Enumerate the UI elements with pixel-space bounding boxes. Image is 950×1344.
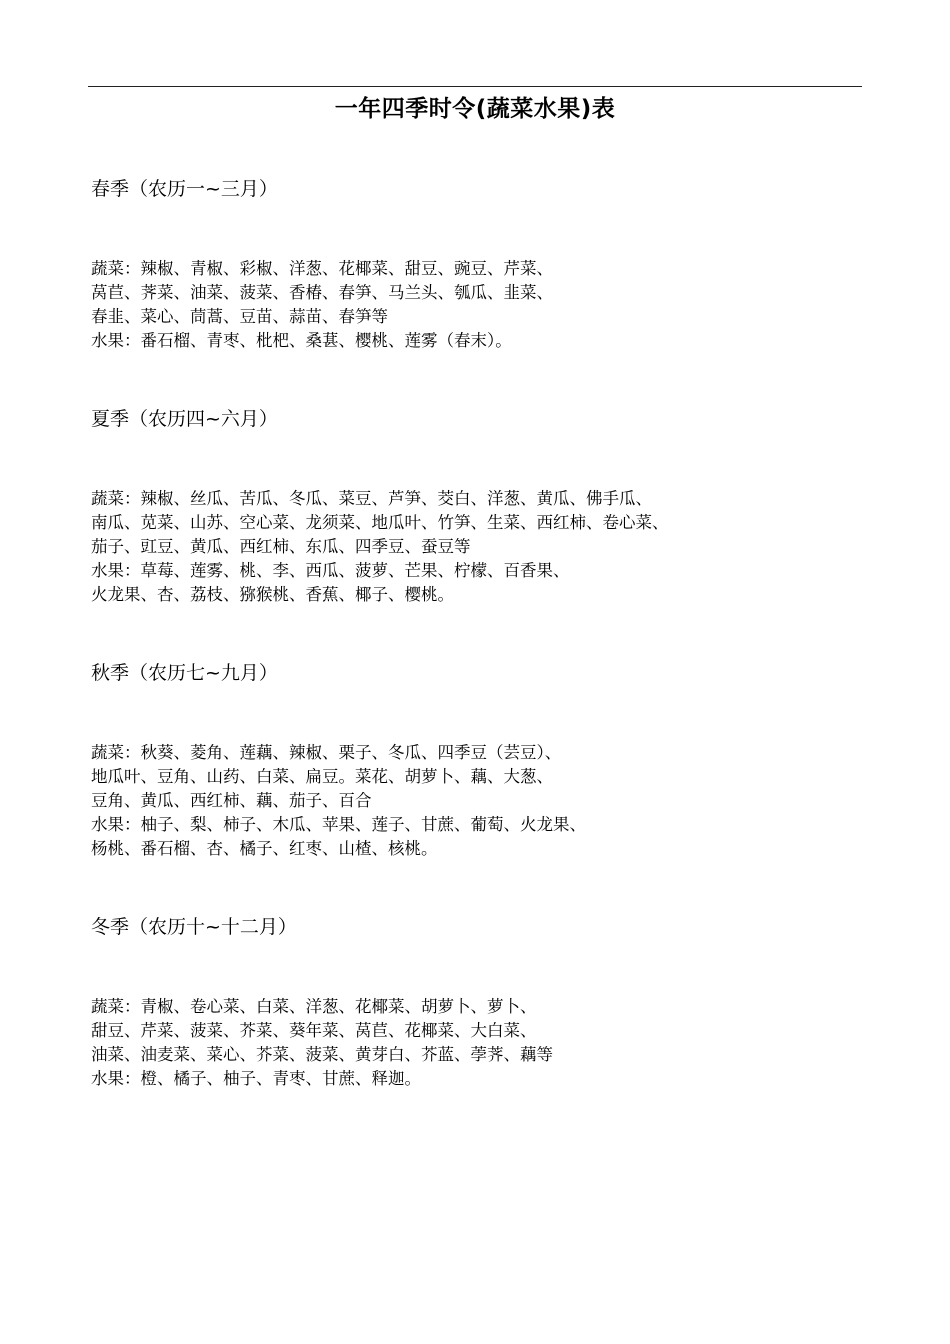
section-heading: 秋季（农历七~九月） xyxy=(91,662,278,684)
section-heading: 夏季（农历四~六月） xyxy=(91,408,278,430)
section-winter xyxy=(91,915,871,1091)
text-line: 水果：橙、橘子、柚子、青枣、甘蔗、释迦。 xyxy=(91,1069,421,1088)
text-line: 莴苣、荠菜、油菜、菠菜、香椿、春笋、马兰头、瓠瓜、韭菜、 xyxy=(91,283,553,302)
text-line: 春韭、菜心、茼蒿、豆苗、蒜苗、春笋等 xyxy=(91,307,388,326)
section-summer xyxy=(91,407,871,607)
text-line: 蔬菜：辣椒、青椒、彩椒、洋葱、花椰菜、甜豆、豌豆、芹菜、 xyxy=(91,259,553,278)
text-line: 茄子、豇豆、黄瓜、西红柿、东瓜、四季豆、蚕豆等 xyxy=(91,537,471,556)
section-content xyxy=(91,257,871,353)
text-line: 蔬菜：辣椒、丝瓜、苦瓜、冬瓜、菜豆、芦笋、茭白、洋葱、黄瓜、佛手瓜、 xyxy=(91,489,652,508)
document-title: 一年四季时令(蔬菜水果)表 xyxy=(334,96,616,122)
section-spring xyxy=(91,177,871,353)
text-line: 甜豆、芹菜、菠菜、芥菜、葵年菜、莴苣、花椰菜、大白菜、 xyxy=(91,1021,537,1040)
text-line: 地瓜叶、豆角、山药、白菜、扁豆。菜花、胡萝卜、藕、大葱、 xyxy=(91,767,553,786)
top-rule xyxy=(88,86,862,87)
section-content xyxy=(91,995,871,1091)
section-heading: 冬季（农历十~十二月） xyxy=(91,916,297,938)
section-autumn xyxy=(91,661,871,861)
text-line: 蔬菜：秋葵、菱角、莲藕、辣椒、栗子、冬瓜、四季豆（芸豆）、 xyxy=(91,743,562,762)
text-line: 火龙果、杏、荔枝、猕猴桃、香蕉、椰子、樱桃。 xyxy=(91,585,454,604)
text-line: 杨桃、番石榴、杏、橘子、红枣、山楂、核桃。 xyxy=(91,839,438,858)
text-line: 水果：草莓、莲雾、桃、李、西瓜、菠萝、芒果、柠檬、百香果、 xyxy=(91,561,570,580)
section-content xyxy=(91,741,871,861)
section-heading: 春季（农历一~三月） xyxy=(91,178,278,200)
text-line: 水果：柚子、梨、柿子、木瓜、苹果、莲子、甘蔗、葡萄、火龙果、 xyxy=(91,815,586,834)
text-line: 豆角、黄瓜、西红柿、藕、茄子、百合 xyxy=(91,791,372,810)
section-content xyxy=(91,487,871,607)
text-line: 水果：番石榴、青枣、枇杷、桑葚、樱桃、莲雾（春末）。 xyxy=(91,331,512,350)
text-line: 油菜、油麦菜、菜心、芥菜、菠菜、黄芽白、芥蓝、荸荠、藕等 xyxy=(91,1045,553,1064)
text-line: 蔬菜：青椒、卷心菜、白菜、洋葱、花椰菜、胡萝卜、萝卜、 xyxy=(91,997,537,1016)
text-line: 南瓜、苋菜、山苏、空心菜、龙须菜、地瓜叶、竹笋、生菜、西红柿、卷心菜、 xyxy=(91,513,669,532)
